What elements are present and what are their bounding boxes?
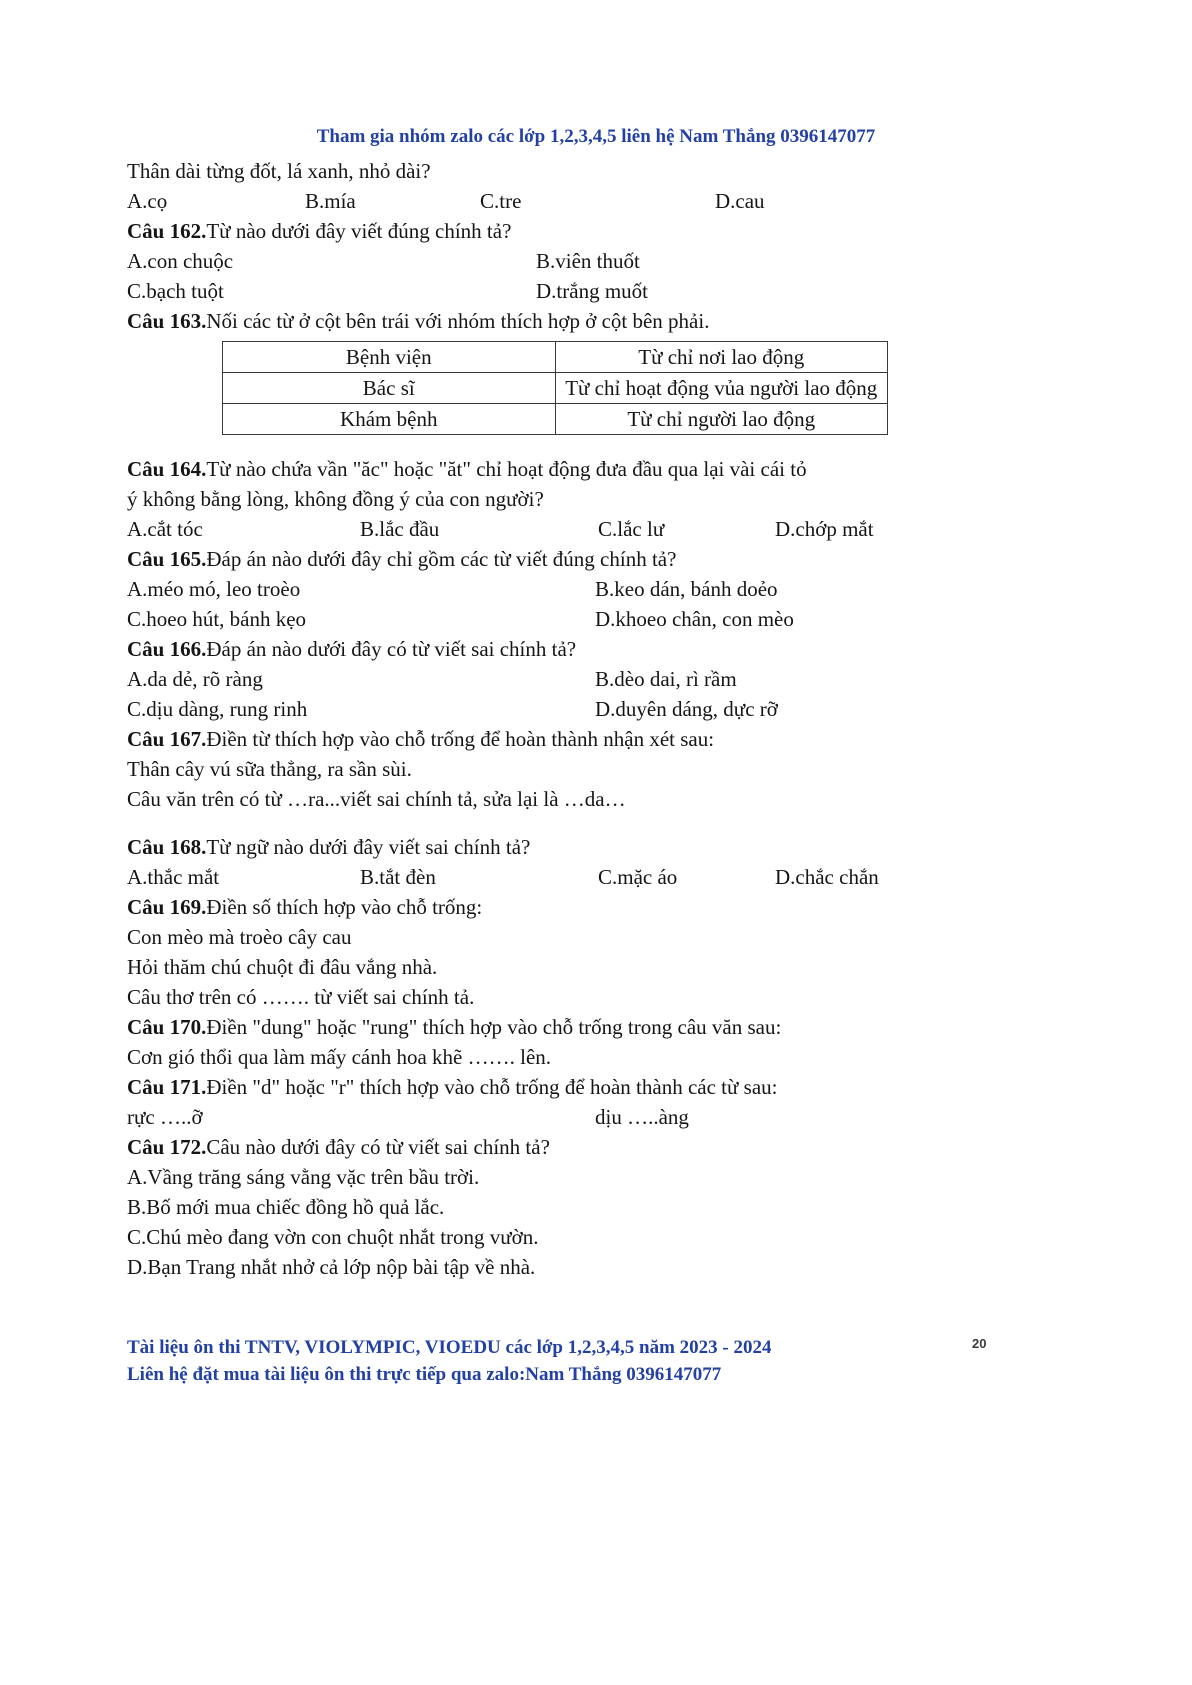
question-169 xyxy=(127,892,1075,922)
question-170-text: Điền "dung" hoặc "rung" thích hợp vào chỗ trống trong câu văn sau: xyxy=(206,1015,782,1039)
option-b: B.tắt đèn xyxy=(360,865,436,889)
option-c: C.dịu dàng, rung rinh xyxy=(127,697,308,721)
option-a: A.thắc mắt xyxy=(127,865,220,889)
option-b: B.dèo dai, rì rầm xyxy=(595,667,737,691)
question-162 xyxy=(127,216,1075,246)
fill-word-left: rực …..ỡ xyxy=(127,1105,203,1129)
question-172-option-c: C.Chú mèo đang vờn con chuột nhắt trong vườn. xyxy=(127,1225,539,1249)
question-170 xyxy=(127,1012,1075,1042)
question-166-options-row-2 xyxy=(127,694,1075,724)
table-cell-left: Bác sĩ xyxy=(223,373,556,404)
option-d: D.chớp mắt xyxy=(775,517,874,541)
question-163-label: Câu 163. xyxy=(127,309,207,333)
question-165 xyxy=(127,544,1075,574)
question-166-options-row-1 xyxy=(127,664,1075,694)
option-a: A.cọ xyxy=(127,189,168,213)
option-a: A.méo mó, leo troèo xyxy=(127,577,301,601)
page-header-note: Tham gia nhóm zalo các lớp 1,2,3,4,5 liên hệ Nam Thắng 0396147077 xyxy=(316,126,876,147)
question-172-option-d: D.Bạn Trang nhắt nhở cả lớp nộp bài tập về nhà. xyxy=(127,1255,536,1279)
question-172-option-b: B.Bố mới mua chiếc đồng hồ quả lắc. xyxy=(127,1195,445,1219)
question-162-label: Câu 162. xyxy=(127,219,207,243)
question-167 xyxy=(127,724,1075,754)
table-row xyxy=(223,373,888,404)
table-row xyxy=(223,342,888,373)
option-b: B.mía xyxy=(305,189,356,213)
table-row xyxy=(223,404,888,435)
fill-word-right: dịu …..àng xyxy=(595,1105,689,1129)
question-166-text: Đáp án nào dưới đây có từ viết sai chính tả? xyxy=(206,637,577,661)
block-spacer xyxy=(127,814,1075,832)
matching-table xyxy=(222,341,888,435)
question-163-text: Nối các từ ở cột bên trái với nhóm thích hợp ở cột bên phải. xyxy=(206,309,710,333)
option-c: C.lắc lư xyxy=(598,517,665,541)
question-166-label: Câu 166. xyxy=(127,637,207,661)
option-d: D.trắng muốt xyxy=(536,279,648,303)
page-footer xyxy=(127,1334,771,1388)
question-162-options-row-2 xyxy=(127,276,1075,306)
option-c: C.tre xyxy=(480,189,522,213)
question-165-text: Đáp án nào dưới đây chỉ gồm các từ viết đúng chính tả? xyxy=(206,547,677,571)
option-a: A.con chuộc xyxy=(127,249,234,273)
question-172-option-a: A.Vầng trăng sáng vằng vặc trên bầu trời. xyxy=(127,1165,480,1189)
option-d: D.cau xyxy=(715,189,765,213)
question-166 xyxy=(127,634,1075,664)
table-cell-left: Bệnh viện xyxy=(223,342,556,373)
question-171-fill-row xyxy=(127,1102,1075,1132)
question-170-label: Câu 170. xyxy=(127,1015,207,1039)
question-168-label: Câu 168. xyxy=(127,835,207,859)
question-164 xyxy=(127,454,1075,484)
option-b: B.lắc đầu xyxy=(360,517,440,541)
question-169-label: Câu 169. xyxy=(127,895,207,919)
question-167-sentence: Thân cây vú sữa thẳng, ra sần sùi. xyxy=(127,757,412,781)
question-163 xyxy=(127,306,1075,336)
question-169-verse-1: Con mèo mà troèo cây cau xyxy=(127,925,352,949)
option-d: D.duyên dáng, dực rỡ xyxy=(595,697,778,721)
question-171 xyxy=(127,1072,1075,1102)
document-body xyxy=(127,156,1075,1282)
page-number: 20 xyxy=(972,1336,987,1351)
question-162-options-row-1 xyxy=(127,246,1075,276)
question-169-verse-2: Hỏi thăm chú chuột đi đâu vắng nhà. xyxy=(127,955,438,979)
option-b: B.keo dán, bánh doẻo xyxy=(595,577,778,601)
question-167-text: Điền từ thích hợp vào chỗ trống để hoàn thành nhận xét sau: xyxy=(206,727,715,751)
question-171-text: Điền "d" hoặc "r" thích hợp vào chỗ trống để hoàn thành các từ sau: xyxy=(206,1075,778,1099)
block-spacer xyxy=(127,440,1075,454)
question-162-text: Từ nào dưới đây viết đúng chính tả? xyxy=(206,219,512,243)
question-172 xyxy=(127,1132,1075,1162)
option-c: C.hoeo hút, bánh kẹo xyxy=(127,607,307,631)
table-cell-right: Từ chỉ nơi lao động xyxy=(555,342,888,373)
question-171-label: Câu 171. xyxy=(127,1075,207,1099)
question-164-label: Câu 164. xyxy=(127,457,207,481)
question-165-label: Câu 165. xyxy=(127,547,207,571)
footer-line-1: Tài liệu ôn thi TNTV, VIOLYMPIC, VIOEDU các lớp 1,2,3,4,5 năm 2023 - 2024 xyxy=(127,1337,772,1358)
question-167-note: Câu văn trên có từ …ra...viết sai chính tả, sửa lại là …da… xyxy=(127,787,626,811)
option-a: A.da dẻ, rõ ràng xyxy=(127,667,263,691)
option-b: B.viên thuốt xyxy=(536,249,640,273)
question-165-options-row-2 xyxy=(127,604,1075,634)
option-c: C.mặc áo xyxy=(598,865,678,889)
riddle-question: Thân dài từng đốt, lá xanh, nhỏ dài? xyxy=(127,159,431,183)
question-164-text-line1: Từ nào chứa vần "ăc" hoặc "ăt" chỉ hoạt động đưa đầu qua lại vài cái tỏ xyxy=(206,457,807,481)
question-169-text: Điền số thích hợp vào chỗ trống: xyxy=(206,895,483,919)
question-170-sentence: Cơn gió thổi qua làm mấy cánh hoa khẽ ……. lên. xyxy=(127,1045,552,1069)
question-164-options-row xyxy=(127,514,1075,544)
question-167-label: Câu 167. xyxy=(127,727,207,751)
table-cell-right: Từ chỉ hoạt động vủa người lao động xyxy=(555,373,888,404)
riddle-options-row xyxy=(127,186,1075,216)
footer-line-2: Liên hệ đặt mua tài liệu ôn thi trực tiếp qua zalo:Nam Thắng 0396147077 xyxy=(127,1364,722,1385)
option-d: D.chắc chắn xyxy=(775,865,879,889)
question-165-options-row-1 xyxy=(127,574,1075,604)
option-a: A.cắt tóc xyxy=(127,517,203,541)
question-168 xyxy=(127,832,1075,862)
option-c: C.bạch tuột xyxy=(127,279,224,303)
question-164-text-line2: ý không bằng lòng, không đồng ý của con người? xyxy=(127,487,544,511)
question-172-text: Câu nào dưới đây có từ viết sai chính tả? xyxy=(206,1135,550,1159)
question-168-text: Từ ngữ nào dưới đây viết sai chính tả? xyxy=(206,835,531,859)
question-169-fill: Câu thơ trên có ……. từ viết sai chính tả. xyxy=(127,985,475,1009)
question-168-options-row xyxy=(127,862,1075,892)
table-cell-left: Khám bệnh xyxy=(223,404,556,435)
table-cell-right: Từ chỉ người lao động xyxy=(555,404,888,435)
question-172-label: Câu 172. xyxy=(127,1135,207,1159)
option-d: D.khoeo chân, con mèo xyxy=(595,607,794,631)
